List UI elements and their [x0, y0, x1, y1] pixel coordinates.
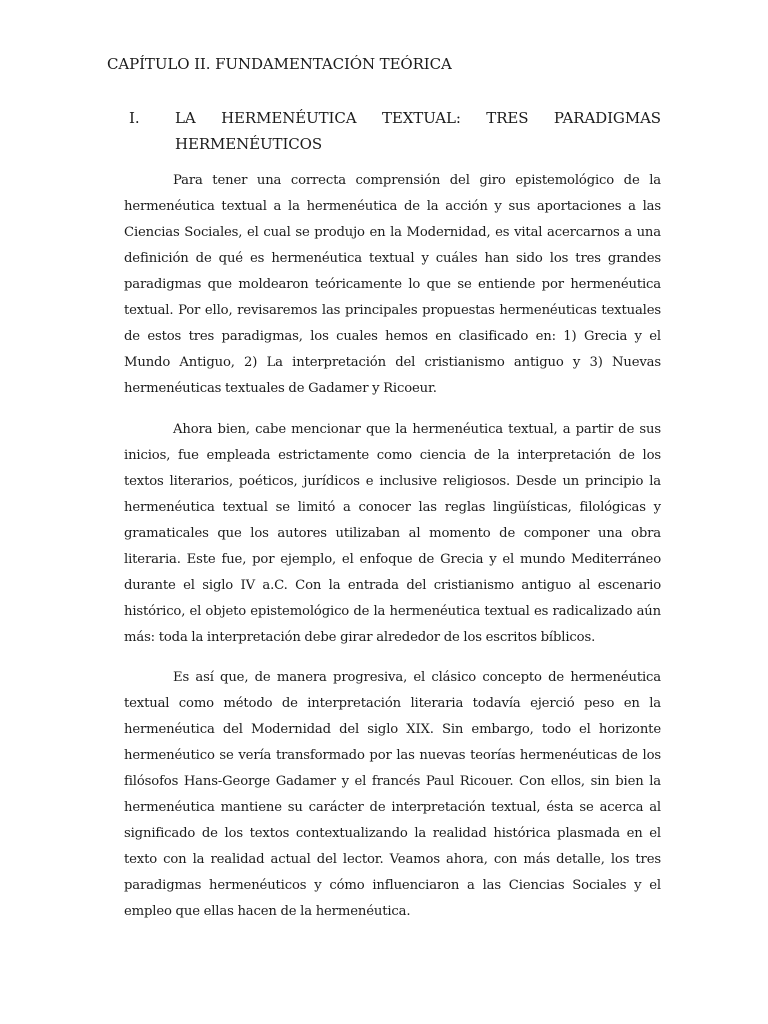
section-title-line-1: LA HERMENÉUTICA TEXTUAL: TRES PARADIGMAS: [175, 109, 661, 127]
body-paragraph-1: Para tener una correcta comprensión del giro epistemológico de la hermenéutica textual a la hermenéutica de la acción y sus aportaciones a las Ciencias Sociales, el cual se produjo en la Modernidad, es vital acercarnos a una definición de qué es hermenéutica textual y cuáles han sido los tres grandes paradigmas que moldearon teóricamente lo que se entiende por hermenéutica textual. Por ello, revisaremos las principales propuestas hermenéuticas textuales de estos tres paradigmas, los cuales hemos en clasificado en: 1) Grecia y el Mundo Antiguo, 2) La interpretación del cristianismo antiguo y 3) Nuevas hermenéuticas textuales de Gadamer y Ricoeur.: [124, 173, 661, 396]
section-title-line-2: HERMENÉUTICOS: [175, 135, 323, 153]
section-number: I.: [129, 109, 140, 127]
section-heading: [107, 105, 661, 157]
body-paragraph-3: Es así que, de manera progresiva, el clásico concepto de hermenéutica textual como método de interpretación literaria todavía ejerció peso en la hermenéutica del Modernidad del siglo XIX. Sin embargo, todo el horizonte hermenéutico se vería transformado por las nuevas teorías hermenéuticas de los filósofos Hans-George Gadamer y el francés Paul Ricouer. Con ellos, sin bien la hermenéutica mantiene su carácter de interpretación textual, ésta se acerca al significado de los textos contextualizando la realidad histórica plasmada en el texto con la realidad actual del lector. Veamos ahora, con más detalle, los tres paradigmas hermenéuticos y cómo influenciaron a las Ciencias Sociales y el empleo que ellas hacen de la hermenéutica.: [124, 670, 661, 919]
body-paragraph-2: Ahora bien, cabe mencionar que la hermenéutica textual, a partir de sus inicios, fue empleada estrictamente como ciencia de la interpretación de los textos literarios, poéticos, jurídicos e inclusive religiosos. Desde un principio la hermenéutica textual se limitó a conocer las reglas lingüísticas, filológicas y gramaticales que los autores utilizaban al momento de componer una obra literaria. Este fue, por ejemplo, el enfoque de Grecia y el mundo Mediterráneo durante el siglo IV a.C. Con la entrada del cristianismo antiguo al escenario histórico, el objeto epistemológico de la hermenéutica textual es radicalizado aún más: toda la interpretación debe girar alrededor de los escritos bíblicos.: [124, 422, 661, 645]
chapter-title: CAPÍTULO II. FUNDAMENTACIÓN TEÓRICA: [107, 55, 452, 73]
section-title: [175, 105, 661, 157]
